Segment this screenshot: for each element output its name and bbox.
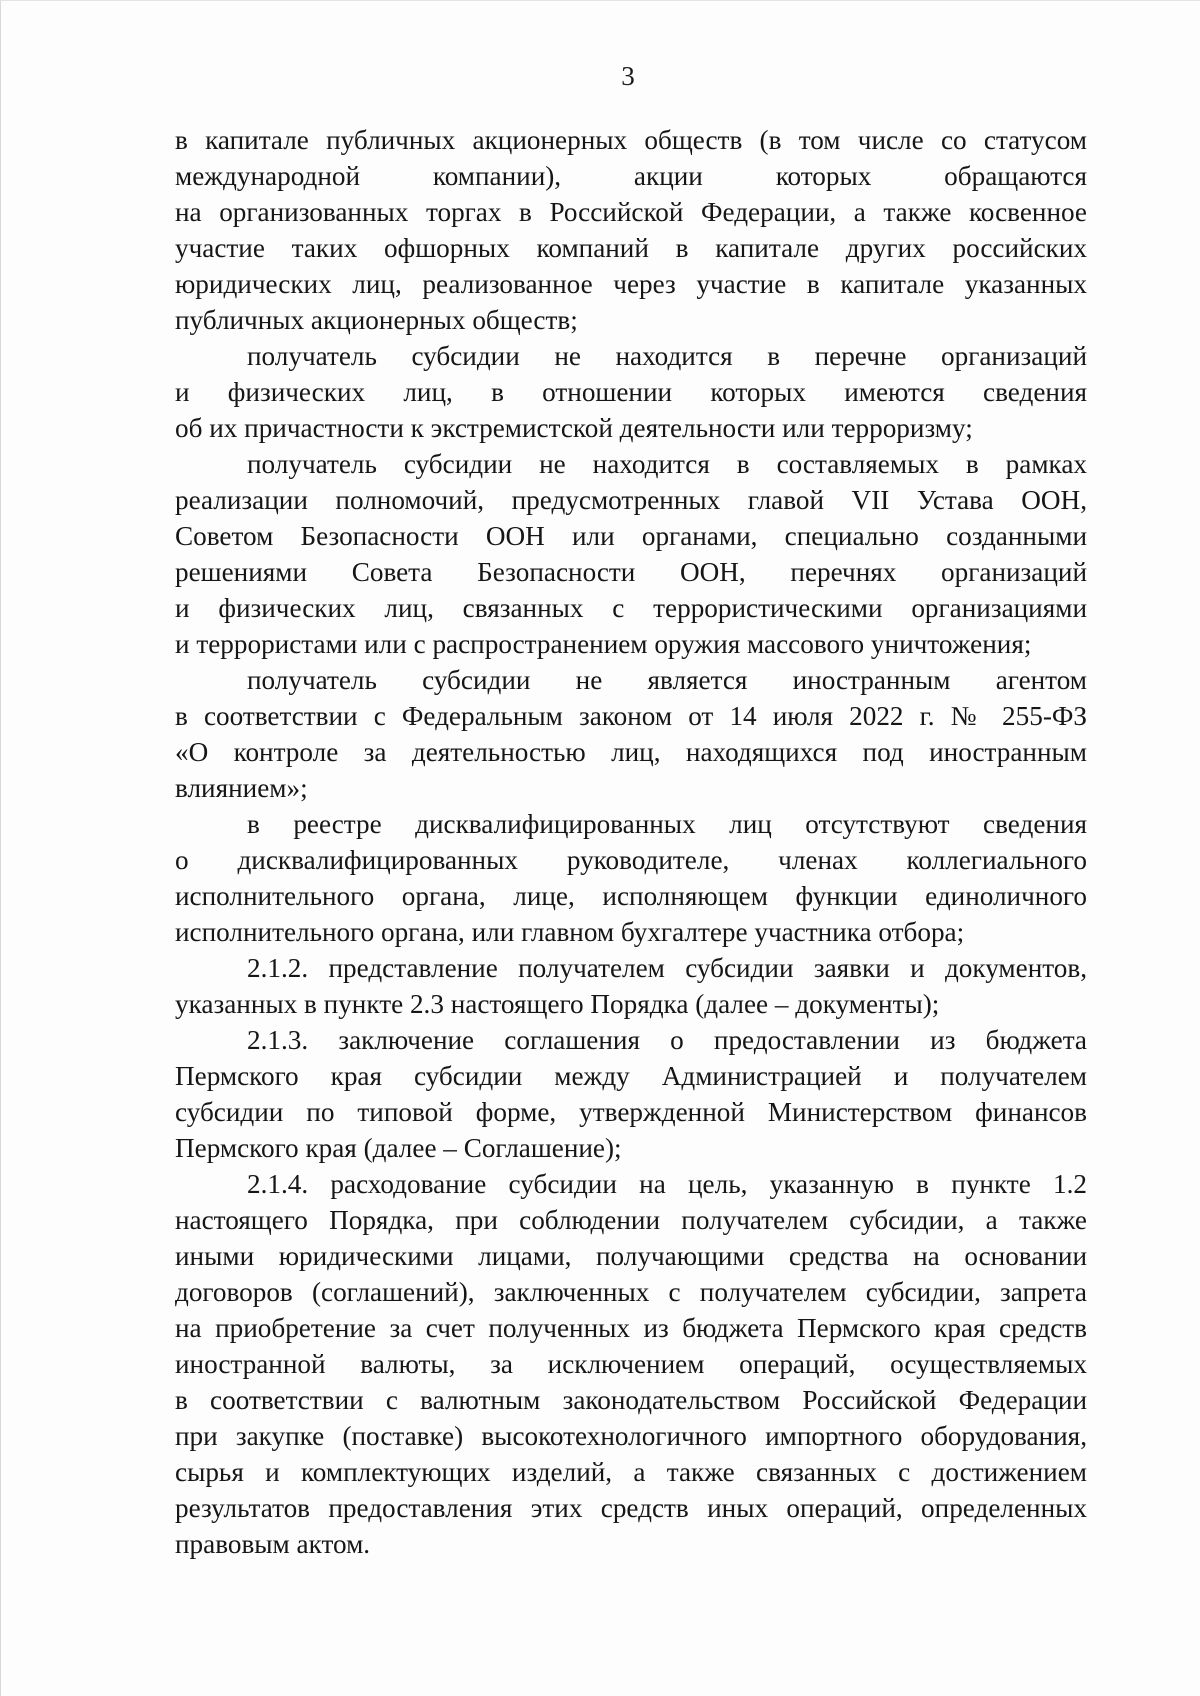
text-line: «О контроле за деятельностью лиц, находящихся под иностранным bbox=[175, 737, 1087, 767]
text-line: участие таких офшорных компаний в капитале других российских bbox=[175, 233, 1087, 263]
text-line: Советом Безопасности ООН или органами, специально созданными bbox=[175, 521, 1087, 551]
text-line: на организованных торгах в Российской Федерации, а также косвенное bbox=[175, 197, 1087, 227]
text-line: сырья и комплектующих изделий, а также связанных с достижением bbox=[175, 1457, 1087, 1487]
document-body bbox=[175, 122, 1087, 1562]
text-line: в соответствии с валютным законодательством Российской Федерации bbox=[175, 1385, 1087, 1415]
text-line: международной компании), акции которых обращаются bbox=[175, 161, 1087, 191]
text-line: влиянием»; bbox=[175, 773, 308, 803]
text-line: об их причастности к экстремистской деятельности или терроризму; bbox=[175, 413, 973, 443]
paragraph-first-line: 2.1.4. расходование субсидии на цель, указанную в пункте 1.2 bbox=[247, 1169, 1087, 1199]
text-line: реализации полномочий, предусмотренных главой VII Устава ООН, bbox=[175, 485, 1087, 515]
text-line: исполнительного органа, или главном бухгалтере участника отбора; bbox=[175, 917, 965, 947]
text-line: на приобретение за счет полученных из бюджета Пермского края средств bbox=[175, 1313, 1087, 1343]
text-line: и физических лиц, связанных с террористическими организациями bbox=[175, 593, 1087, 623]
paragraph-first-line: 2.1.3. заключение соглашения о предоставлении из бюджета bbox=[247, 1025, 1087, 1055]
text-line: решениями Совета Безопасности ООН, перечнях организаций bbox=[175, 557, 1087, 587]
text-line: о дисквалифицированных руководителе, членах коллегиального bbox=[175, 845, 1087, 875]
text-line: и физических лиц, в отношении которых имеются сведения bbox=[175, 377, 1087, 407]
text-line: в капитале публичных акционерных обществ (в том числе со статусом bbox=[175, 125, 1087, 155]
paragraph-first-line: получатель субсидии не находится в составляемых в рамках bbox=[247, 449, 1087, 479]
text-line: указанных в пункте 2.3 настоящего Порядка (далее – документы); bbox=[175, 989, 940, 1019]
text-line: правовым актом. bbox=[175, 1529, 371, 1559]
paragraph-first-line: получатель субсидии не является иностранным агентом bbox=[247, 665, 1087, 695]
paragraph-first-line: получатель субсидии не находится в перечне организаций bbox=[247, 341, 1087, 371]
text-line: иными юридическими лицами, получающими средства на основании bbox=[175, 1241, 1087, 1271]
text-line: в соответствии с Федеральным законом от 14 июля 2022 г. № 255-ФЗ bbox=[175, 701, 1087, 731]
text-line: при закупке (поставке) высокотехнологичного импортного оборудования, bbox=[175, 1421, 1087, 1451]
text-line: юридических лиц, реализованное через участие в капитале указанных bbox=[175, 269, 1087, 299]
paragraph-first-line: в реестре дисквалифицированных лиц отсутствуют сведения bbox=[247, 809, 1087, 839]
text-line: результатов предоставления этих средств иных операций, определенных bbox=[175, 1493, 1087, 1523]
text-line: настоящего Порядка, при соблюдении получателем субсидии, а также bbox=[175, 1205, 1087, 1235]
page-number: 3 bbox=[621, 61, 635, 91]
text-line: Пермского края субсидии между Администрацией и получателем bbox=[175, 1061, 1087, 1091]
paragraph-first-line: 2.1.2. представление получателем субсидии заявки и документов, bbox=[247, 953, 1087, 983]
text-line: договоров (соглашений), заключенных с получателем субсидии, запрета bbox=[175, 1277, 1087, 1307]
text-line: исполнительного органа, лице, исполняющем функции единоличного bbox=[175, 881, 1087, 911]
text-line: субсидии по типовой форме, утвержденной Министерством финансов bbox=[175, 1097, 1087, 1127]
text-line: Пермского края (далее – Соглашение); bbox=[175, 1133, 622, 1163]
text-line: иностранной валюты, за исключением операций, осуществляемых bbox=[175, 1349, 1087, 1379]
text-line: публичных акционерных обществ; bbox=[175, 305, 578, 335]
text-line: и террористами или с распространением оружия массового уничтожения; bbox=[175, 629, 1032, 659]
